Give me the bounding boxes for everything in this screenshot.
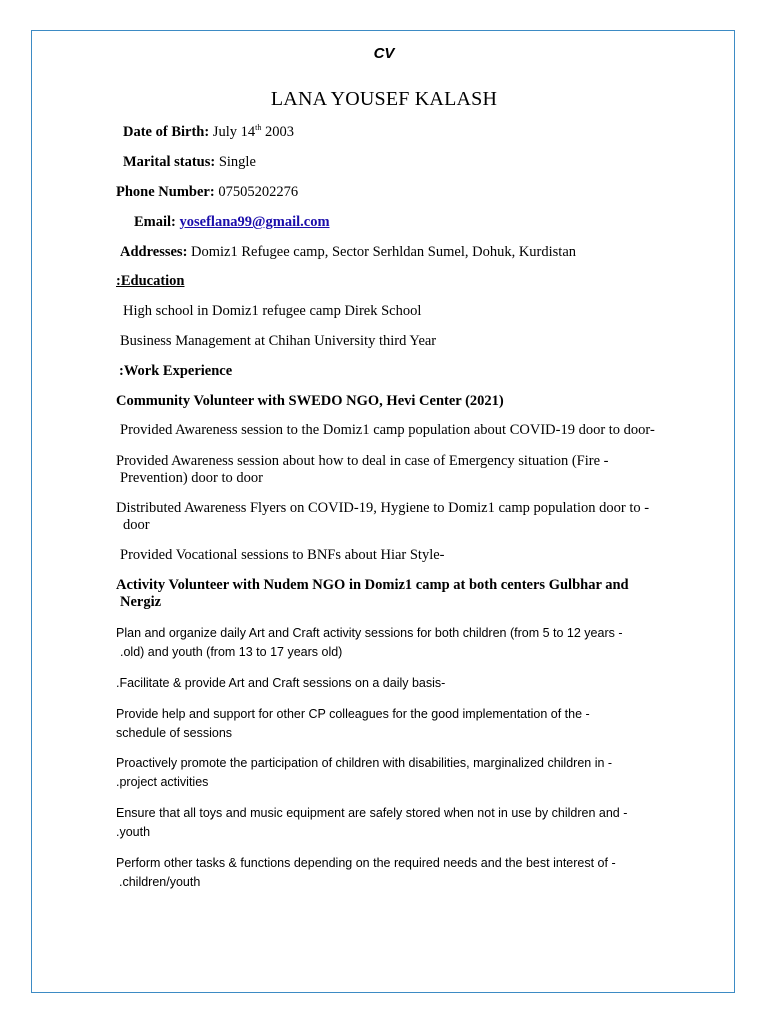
address-row [120,244,576,261]
job2-item: Plan and organize daily Art and Craft activity sessions for both children (from 5 to 12 years - [116,626,623,640]
address-value: Domiz1 Refugee camp, Sector Serhldan Sumel, Dohuk, Kurdistan [187,244,577,260]
job1-item: Distributed Awareness Flyers on COVID-19, Hygiene to Domiz1 camp population door to - [116,500,650,516]
job1-item: Provided Awareness session to the Domiz1 camp population about COVID-19 door to door- [120,422,655,438]
job1-item-cont: door [123,517,150,533]
job2-title-cont: Nergiz [120,594,162,610]
education-item: Business Management at Chihan University third Year [120,333,437,349]
dob-row [123,124,294,141]
cv-label: CV [373,45,395,62]
job1-title: Community Volunteer with SWEDO NGO, Hevi Center (2021) [116,393,504,409]
page-title: LANA YOUSEF KALASH [270,88,498,110]
education-item: High school in Domiz1 refugee camp Direk School [123,303,422,319]
job2-item-cont: .youth [116,825,151,839]
job2-item-cont: .children/youth [119,875,201,889]
job2-item: Perform other tasks & functions depending on the required needs and the best interest of - [116,856,616,870]
job1-item-cont: Prevention) door to door [120,470,263,486]
email-label: Email: [134,214,176,230]
marital-label: Marital status: [123,154,216,170]
email-link[interactable]: yoseflana99@gmail.com [179,214,330,230]
phone-value: 07505202276 [214,184,299,200]
dob-value-suffix: 2003 [261,124,294,140]
email-row [134,214,330,231]
marital-row [123,154,256,171]
dob-value-prefix: July 14 [209,124,256,140]
dob-label: Date of Birth: [123,124,210,140]
job1-item: Provided Awareness session about how to deal in case of Emergency situation (Fire - [116,453,609,469]
job1-item: Provided Vocational sessions to BNFs about Hiar Style- [120,547,445,563]
job2-item: Proactively promote the participation of children with disabilities, marginalized children in - [116,756,613,770]
job2-item: .Facilitate & provide Art and Craft sessions on a daily basis- [116,676,446,690]
address-label: Addresses: [120,244,188,260]
phone-row [116,184,298,201]
dob-value-sup: th [255,123,262,133]
education-heading: :Education [116,273,185,289]
work-heading: :Work Experience [119,363,233,379]
job2-item: Provide help and support for other CP colleagues for the good implementation of the - [116,707,590,721]
marital-value: Single [215,154,256,170]
job2-item-cont: schedule of sessions [116,726,233,740]
job2-item: Ensure that all toys and music equipment are safely stored when not in use by children and - [116,806,628,820]
job2-item-cont: .old) and youth (from 13 to 17 years old) [120,645,343,659]
phone-label: Phone Number: [116,184,215,200]
job2-title: Activity Volunteer with Nudem NGO in Domiz1 camp at both centers Gulbhar and [116,577,629,593]
job2-item-cont: .project activities [116,775,209,789]
